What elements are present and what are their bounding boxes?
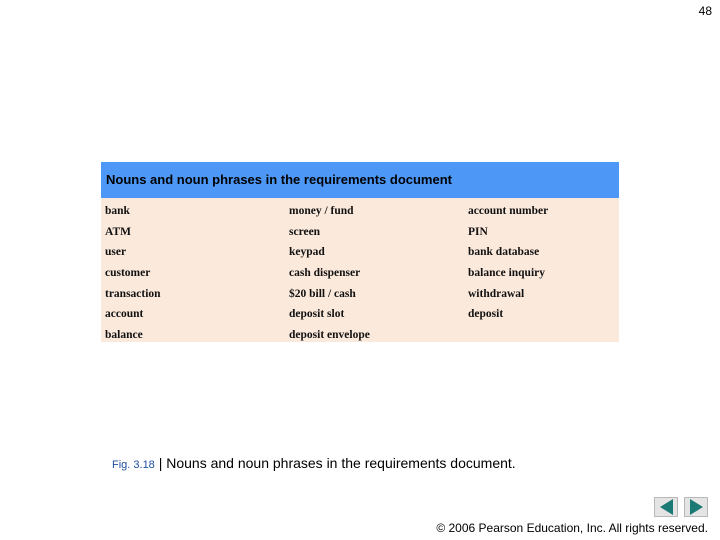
figure-label: Fig. 3.18 <box>112 459 155 471</box>
table-body <box>101 198 619 342</box>
arrow-right-icon <box>690 499 703 515</box>
copyright-notice: © 2006 Pearson Education, Inc. All rights reserved. <box>436 521 708 535</box>
table-column-3 <box>468 204 548 328</box>
table-cell: cash dispenser <box>289 267 361 280</box>
next-slide-button[interactable] <box>684 497 708 517</box>
nouns-table <box>101 162 619 342</box>
table-cell: customer <box>105 267 151 280</box>
table-cell: account number <box>468 205 549 217</box>
table-cell: bank <box>105 205 130 217</box>
previous-slide-button[interactable] <box>654 497 678 517</box>
table-cell: deposit envelope <box>289 329 370 342</box>
table-title: Nouns and noun phrases in the requirements document <box>101 162 619 198</box>
table-cell: deposit slot <box>289 308 345 321</box>
table-cell: bank database <box>468 246 540 259</box>
table-cell: deposit <box>468 308 504 321</box>
table-column-1 <box>105 204 161 349</box>
table-cell: PIN <box>468 225 488 238</box>
arrow-left-icon <box>660 499 673 515</box>
table-cell: user <box>105 246 127 259</box>
table-cell: $20 bill / cash <box>289 287 356 300</box>
table-cell: ATM <box>105 225 131 238</box>
page-number: 48 <box>698 4 712 18</box>
figure-caption <box>112 455 516 471</box>
table-cell: keypad <box>289 246 325 259</box>
slide-navigation <box>654 497 708 517</box>
caption-text: Nouns and noun phrases in the requirements document. <box>166 455 516 471</box>
table-cell: balance <box>105 329 143 342</box>
caption-separator: | <box>154 455 167 471</box>
table-cell: transaction <box>105 287 161 300</box>
table-cell: account <box>105 308 144 321</box>
table-cell: screen <box>289 225 321 238</box>
table-cell: money / fund <box>289 205 354 217</box>
table-column-2 <box>289 204 370 349</box>
table-cell: withdrawal <box>468 287 525 300</box>
table-cell: balance inquiry <box>468 267 546 280</box>
